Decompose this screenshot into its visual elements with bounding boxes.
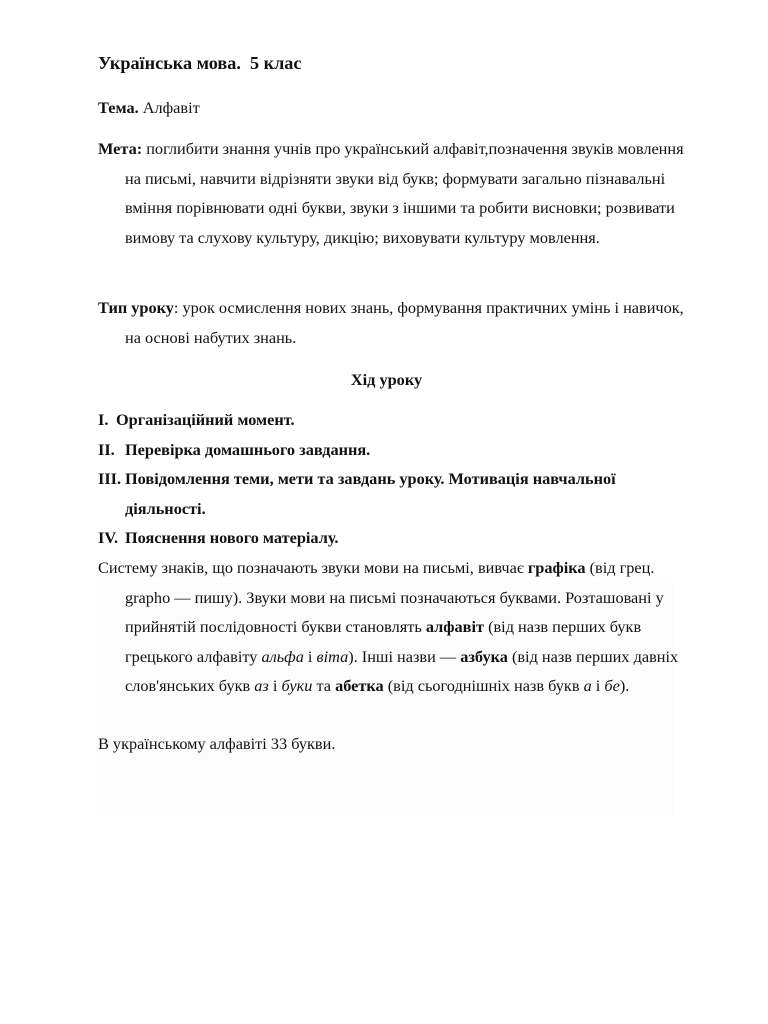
lesson-type-text: : урок осмислення нових знань, формування практичних умінь і навичок, на основі набутих знань. [125,298,684,347]
goal-label: Мета: [98,139,143,158]
stage-text: Пояснення нового матеріалу. [125,528,339,547]
lesson-type-paragraph [98,293,702,352]
term-vita: віта [316,646,349,666]
body-text: (від назв перших давніх слов'янських букв [125,646,679,695]
topic-line [98,93,702,123]
term-be: бе [604,676,620,695]
body-paragraph [98,553,702,701]
stage-number: II. [98,440,115,459]
term-azbuka: азбука [460,646,508,666]
stage-item [98,435,675,465]
stage-text: Повідомлення теми, мети та завдань уроку. Мотивація навчальної діяльності. [125,469,616,518]
stage-number: III. [98,469,122,488]
term-abetka: абетка [335,676,384,695]
stage-item [98,523,675,553]
body-text: (від грец. grapho — пишу). Звуки мови на письмі позначаються буквами. Розташовані у прийнятій послідовності букви становлять [125,558,664,636]
body-text: Систему знаків, що позначають звуки мови на письмі, вивчає [98,558,528,577]
body-text: (від назв перших букв грецького алфавіту [125,617,642,666]
stage-number: I. [98,410,109,429]
body-text: та [312,676,336,695]
body-text: і [268,676,282,695]
stage-item [98,405,675,435]
body-text: і [591,676,605,695]
term-graphics: графіка [527,558,586,577]
stage-item [98,464,675,523]
term-az: аз [254,676,269,695]
topic-label: Тема. [98,98,139,117]
term-a: а [583,676,592,695]
stage-number: IV. [98,528,119,547]
document-title: Українська мова. 5 клас [98,53,302,73]
goal-text: поглибити знання учнів про український алфавіт,позначення звуків мовлення на письмі, навчити відрізняти звуки від букв; формувати загально пізнавальні вміння порівнювати одні букви, звуки з іншими та робити висновки; розвивати вимову та слухову культуру, дикцію; виховувати культуру мовлення. [125,139,684,247]
body-text: (від сьогоднішніх назв букв [383,676,584,695]
term-alphabet: алфавіт [425,617,484,636]
lesson-course-heading: Хід уроку [350,370,423,389]
topic-value: Алфавіт [142,98,200,117]
stage-text: Перевірка домашнього завдання. [125,440,371,459]
body-text: ). [619,676,630,695]
goal-paragraph [98,134,702,252]
body-text: і [303,646,317,666]
term-alpha: альфа [261,646,304,666]
lesson-type-label: Тип уроку [98,298,174,317]
body-text: ). Інші назви — [348,646,461,666]
alphabet-count-paragraph: В українському алфавіті 33 букви. [98,734,336,753]
term-buky: буки [281,676,313,695]
stage-text: Організаційний момент. [116,410,295,429]
